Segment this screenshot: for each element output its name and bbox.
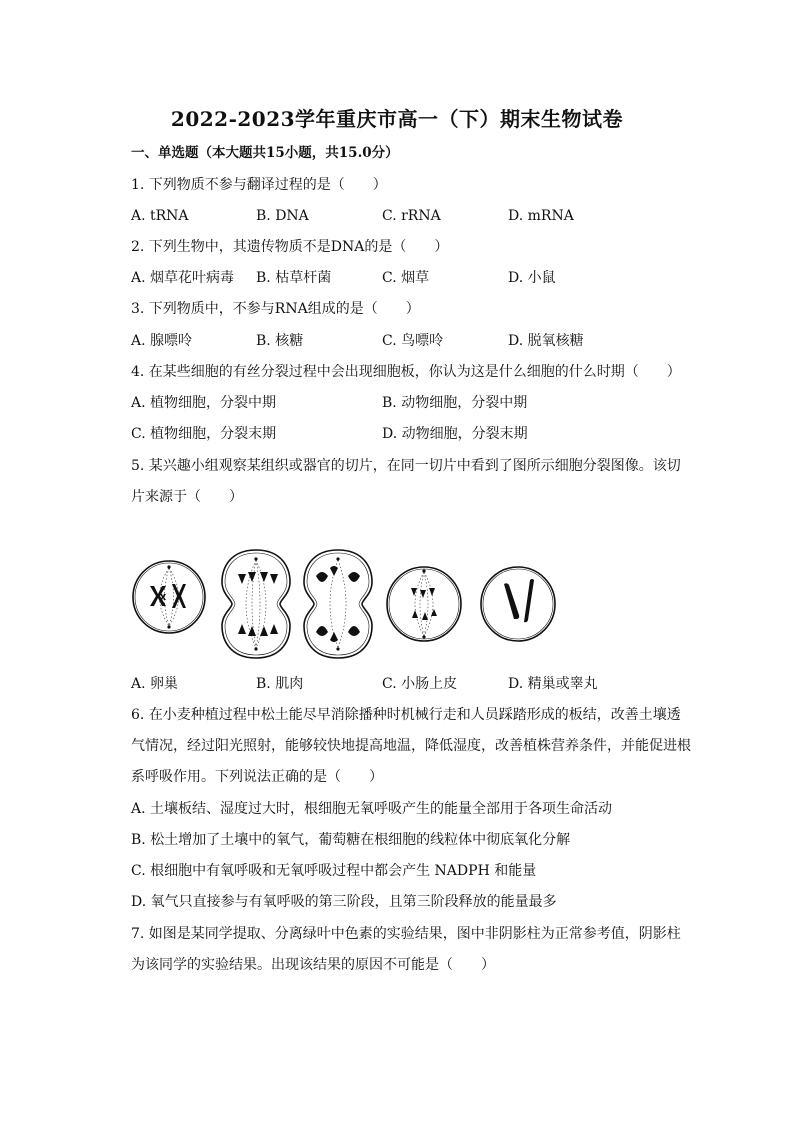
q4-option-a: A. 植物细胞，分裂中期 [131, 395, 277, 411]
q4-option-b: B. 动物细胞，分裂中期 [382, 395, 528, 411]
q6-option-d: D. 氧气只直接参与有氧呼吸的第三阶段，且第三阶段释放的能量最多 [131, 894, 557, 910]
q3-option-c: C. 鸟嘌呤 [382, 333, 444, 349]
question-6-stem-line-2: 气情况，经过阳光照射，能够较快地提高地温，降低湿度，改善植株营养条件，并能促进根 [131, 738, 691, 754]
q5-option-a: A. 卵巢 [131, 676, 179, 692]
q5-option-b: B. 肌肉 [256, 676, 304, 692]
cell-1-image [130, 558, 208, 636]
question-3-stem: 3. 下列物质中，不参与RNA组成的是（ ） [131, 301, 420, 317]
q1-option-b: B. DNA [256, 208, 309, 224]
q6-option-a: A. 土壤板结、湿度过大时，根细胞无氧呼吸产生的能量全部用于各项生命活动 [131, 801, 613, 817]
question-5-stem-line-1: 5. 某兴趣小组观察某组织或器官的切片，在同一切片中看到了图所示细胞分裂图像。该切 [131, 458, 681, 474]
q1-option-a: A. tRNA [131, 208, 189, 224]
q5-option-c: C. 小肠上皮 [382, 676, 458, 692]
q5-option-d: D. 精巢或睾丸 [508, 676, 598, 692]
q2-option-a: A. 烟草花叶病毒 [131, 270, 235, 286]
question-4-stem: 4. 在某些细胞的有丝分裂过程中会出现细胞板，你认为这是什么细胞的什么时期（ ） [131, 364, 681, 380]
question-6-stem-line-3: 系呼吸作用。下列说法正确的是（ ） [131, 769, 383, 785]
cell-division-figure [128, 548, 558, 663]
question-7-stem-line-1: 7. 如图是某同学提取、分离绿叶中色素的实验结果，图中非阴影柱为正常参考值，阴影柱 [131, 926, 681, 942]
q4-option-c: C. 植物细胞，分裂末期 [131, 426, 277, 442]
q3-option-a: A. 腺嘌呤 [131, 333, 193, 349]
question-2-stem: 2. 下列生物中，其遗传物质不是DNA的是（ ） [131, 239, 449, 255]
q2-option-b: B. 枯草杆菌 [256, 270, 332, 286]
question-7-stem-line-2: 为该同学的实验结果。出现该结果的原因不可能是（ ） [131, 957, 495, 973]
cell-5-image [478, 564, 558, 644]
section-heading: 一、单选题（本大题共15小题，共15.0分） [131, 145, 399, 161]
q3-option-b: B. 核糖 [256, 333, 304, 349]
q2-option-c: C. 烟草 [382, 270, 430, 286]
q6-option-b: B. 松土增加了土壤中的氧气，葡萄糖在根细胞的线粒体中彻底氧化分解 [131, 832, 571, 848]
q1-option-c: C. rRNA [382, 208, 441, 224]
q4-option-d: D. 动物细胞，分裂末期 [382, 426, 528, 442]
q1-option-d: D. mRNA [508, 208, 574, 224]
cell-4-image [384, 564, 464, 644]
question-5-stem-line-2: 片来源于（ ） [131, 489, 243, 505]
question-1-stem: 1. 下列物质不参与翻译过程的是（ ） [131, 177, 387, 193]
q3-option-d: D. 脱氧核糖 [508, 333, 584, 349]
cell-2-image [220, 548, 292, 660]
page-title: 2022-2023学年重庆市高一（下）期末生物试卷 [170, 107, 624, 131]
q6-option-c: C. 根细胞中有氧呼吸和无氧呼吸过程中都会产生 NADPH 和能量 [131, 863, 537, 879]
q2-option-d: D. 小鼠 [508, 270, 556, 286]
cell-3-image [302, 548, 374, 660]
question-6-stem-line-1: 6. 在小麦种植过程中松土能尽早消除播种时机械行走和人员踩踏形成的板结，改善土壤透 [131, 707, 681, 723]
